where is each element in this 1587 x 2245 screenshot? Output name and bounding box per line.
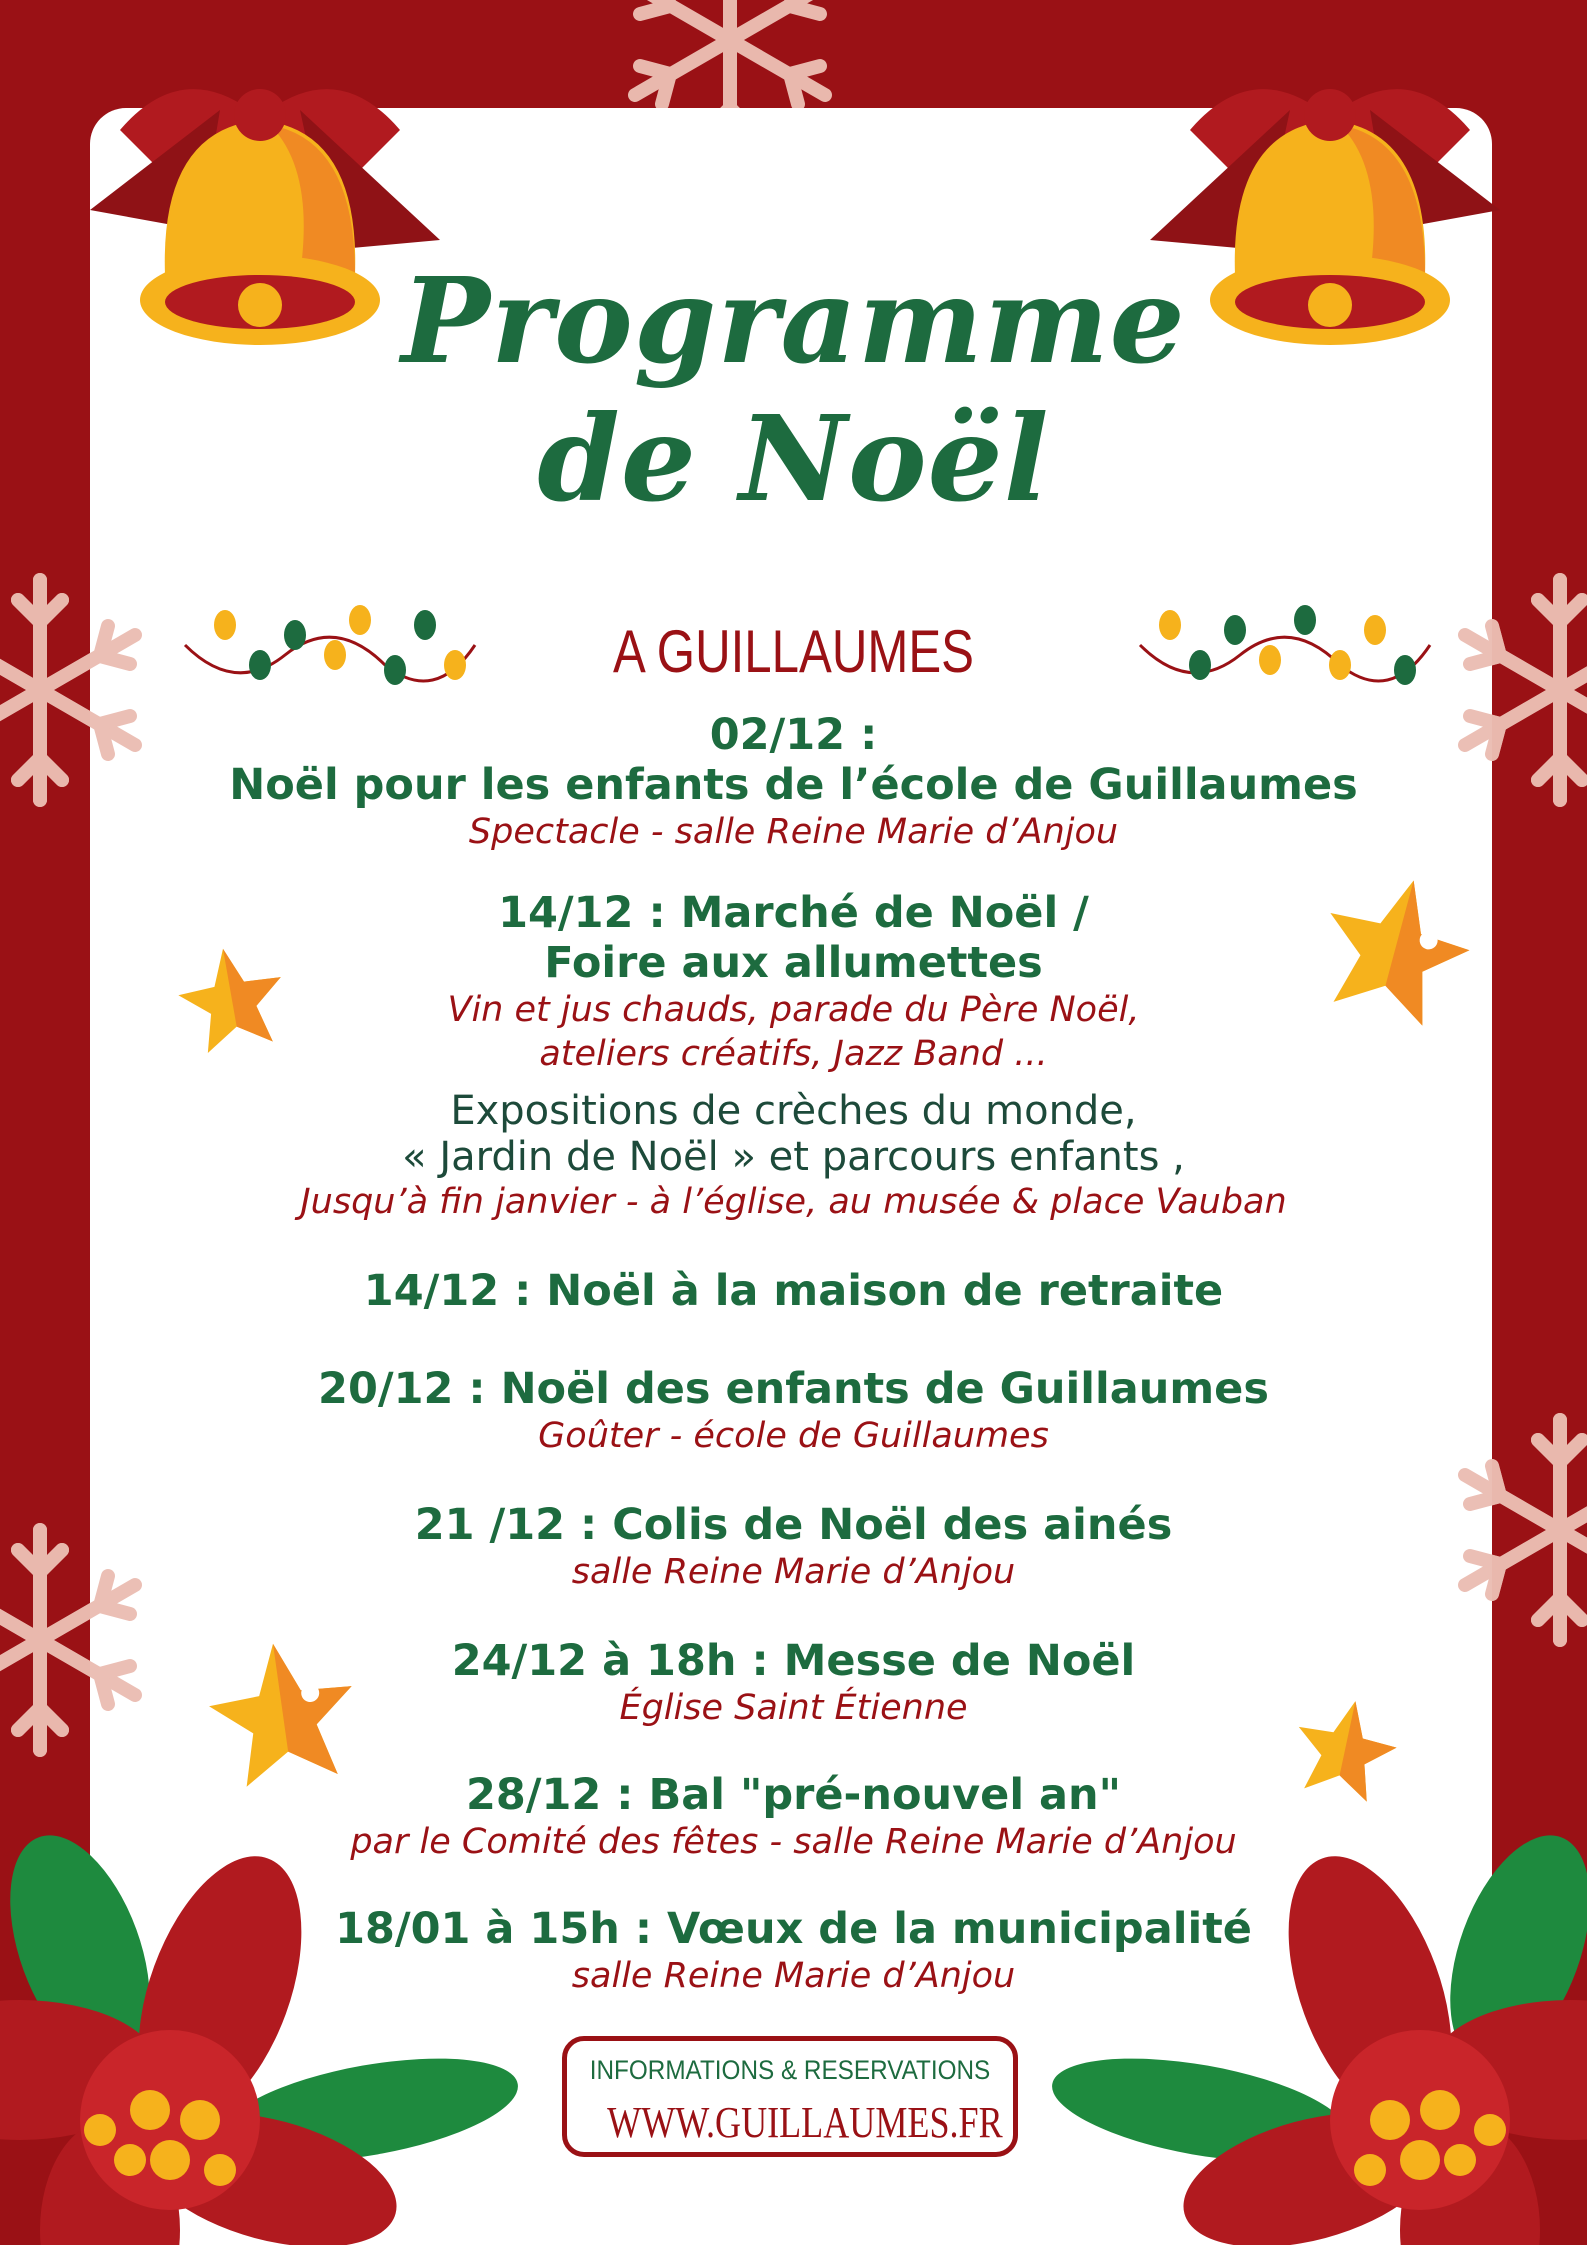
event-item <box>180 1266 1407 1316</box>
event-heading: 28/12 : Bal "pré-nouvel an" <box>465 1770 1122 1820</box>
event-item <box>180 888 1407 1224</box>
event-details: ateliers créatifs, Jazz Band ... <box>539 1034 1048 1074</box>
event-heading: 24/12 à 18h : Messe de Noël <box>451 1636 1136 1686</box>
event-extra: « Jardin de Noël » et parcours enfants , <box>402 1134 1185 1180</box>
event-item <box>180 710 1407 854</box>
event-details: Goûter - école de Guillaumes <box>538 1416 1049 1456</box>
info-box <box>562 2036 1018 2157</box>
event-heading: 18/01 à 15h : Vœux de la municipalité <box>335 1904 1252 1954</box>
event-details: Église Saint Étienne <box>619 1688 968 1728</box>
event-heading: 20/12 : Noël des enfants de Guillaumes <box>318 1364 1269 1414</box>
event-item <box>180 1770 1407 1864</box>
event-details: par le Comité des fêtes - salle Reine Marie d’Anjou <box>350 1822 1237 1862</box>
event-item <box>180 1636 1407 1730</box>
event-extra: Expositions de crèches du monde, <box>450 1088 1137 1134</box>
event-extra-details: Jusqu’à fin janvier - à l’église, au musée & place Vauban <box>300 1182 1287 1222</box>
event-heading: 21 /12 : Colis de Noël des ainés <box>414 1500 1173 1550</box>
event-details: Spectacle - salle Reine Marie d’Anjou <box>468 812 1119 852</box>
event-details: salle Reine Marie d’Anjou <box>571 1552 1016 1592</box>
event-heading: 02/12 : <box>709 710 878 760</box>
title-line-2: de Noël <box>537 389 1050 528</box>
event-item <box>180 1500 1407 1594</box>
event-details: salle Reine Marie d’Anjou <box>571 1956 1016 1996</box>
event-details: Vin et jus chauds, parade du Père Noël, <box>447 990 1140 1030</box>
event-heading: Noël pour les enfants de l’école de Guillaumes <box>229 760 1358 810</box>
event-item <box>180 1904 1407 1998</box>
event-heading: 14/12 : Marché de Noël / <box>498 888 1089 938</box>
events-list <box>180 710 1407 1998</box>
website-link[interactable]: WWW.GUILLAUMES.FR <box>607 2098 1003 2147</box>
event-heading: 14/12 : Noël à la maison de retraite <box>363 1266 1224 1316</box>
event-item <box>180 1364 1407 1458</box>
location-heading: A GUILLAUMES <box>613 618 974 685</box>
info-label: INFORMATIONS & RESERVATIONS <box>589 2055 991 2085</box>
event-heading: Foire aux allumettes <box>544 938 1043 988</box>
title-line-1: Programme <box>401 251 1186 390</box>
